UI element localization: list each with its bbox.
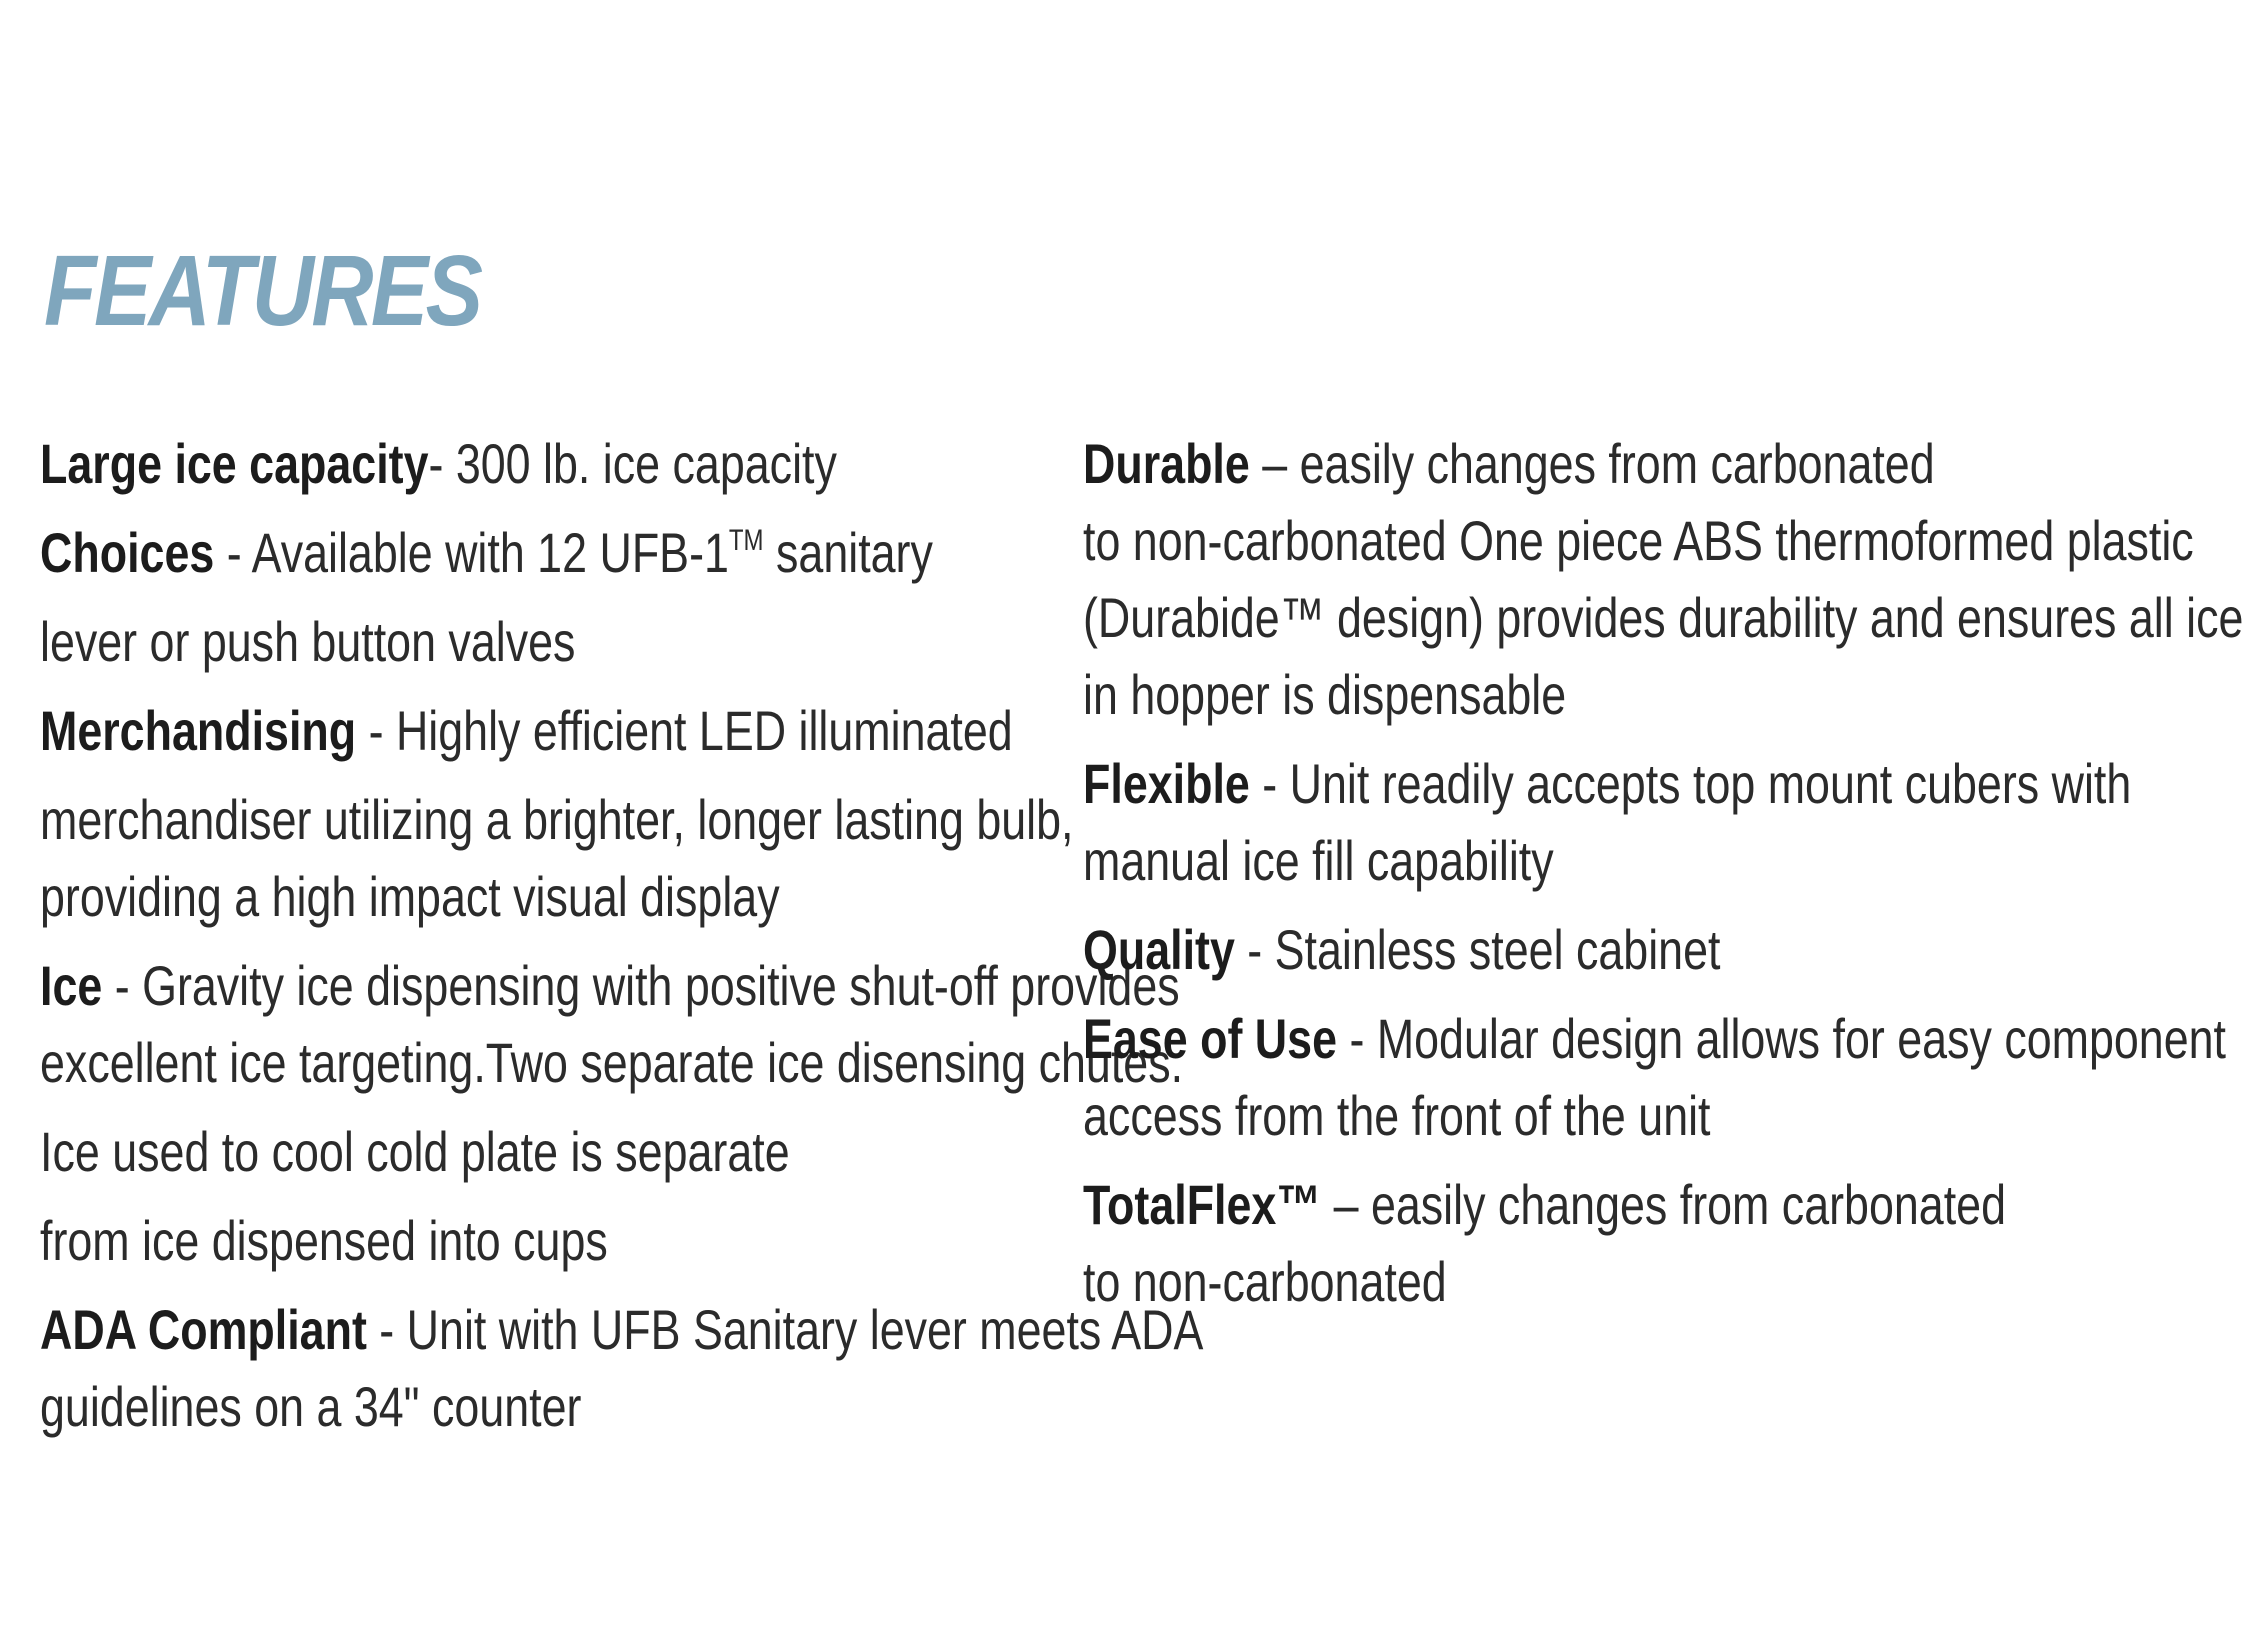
feature-description: - Unit with UFB Sanitary lever meets ADA	[366, 1298, 1204, 1361]
feature-item-ada-compliant	[40, 1291, 1204, 1445]
feature-description: access from the front of the unit	[1083, 1084, 1711, 1147]
feature-description: sanitary	[763, 521, 933, 584]
feature-line	[1083, 1166, 2267, 1243]
feature-line	[1083, 1077, 2267, 1154]
feature-term: Flexible	[1083, 752, 1250, 815]
feature-line	[40, 1291, 1204, 1368]
features-heading: FEATURES	[44, 235, 481, 347]
feature-line	[40, 1024, 1184, 1101]
feature-description: to non-carbonated	[1083, 1250, 1447, 1313]
features-right-column	[1083, 425, 2267, 1332]
feature-line	[40, 1368, 1088, 1445]
feature-line	[1083, 656, 2267, 733]
feature-item-durable	[1083, 425, 2267, 733]
feature-line	[40, 781, 1088, 858]
feature-item-large-ice-capacity	[40, 425, 1088, 502]
feature-description: merchandiser utilizing a brighter, longer lasting bulb,	[40, 788, 1074, 851]
feature-term: Quality	[1083, 918, 1235, 981]
feature-term: Large ice capacity	[40, 432, 429, 495]
feature-line	[40, 947, 1180, 1024]
feature-description: – easily changes from carbonated	[1321, 1173, 2006, 1236]
feature-item-ease-of-use	[1083, 1000, 2267, 1154]
feature-line	[40, 603, 1088, 680]
feature-description: Ice used to cool cold plate is separate	[40, 1120, 790, 1183]
feature-line	[40, 1113, 1088, 1190]
feature-line	[40, 858, 1088, 935]
feature-term: Merchandising	[40, 699, 357, 762]
feature-description: excellent ice targeting.Two separate ice disensing chutes.	[40, 1031, 1184, 1094]
feature-term: Choices	[40, 521, 215, 584]
feature-term: Ice	[40, 954, 103, 1017]
feature-line	[1083, 1000, 2267, 1077]
feature-line	[40, 425, 1088, 502]
feature-description: – easily changes from carbonated	[1249, 432, 1935, 495]
feature-line	[1083, 425, 2267, 502]
feature-line	[40, 514, 1088, 591]
feature-description: (Durabide™ design) provides durability and ensures all ice	[1083, 586, 2244, 649]
feature-description: - Stainless steel cabinet	[1234, 918, 1721, 981]
feature-description: from ice dispensed into cups	[40, 1209, 608, 1272]
feature-description: - Gravity ice dispensing with positive shut-off provides	[102, 954, 1180, 1017]
feature-description: - Modular design allows for easy component	[1337, 1007, 2226, 1070]
feature-item-quality	[1083, 911, 2267, 988]
feature-term: Ease of Use	[1083, 1007, 1337, 1070]
feature-item-totalflex	[1083, 1166, 2267, 1320]
trademark-mark: TM	[728, 524, 764, 558]
feature-line	[1083, 502, 2267, 579]
feature-description: lever or push button valves	[40, 610, 576, 673]
feature-description: manual ice fill capability	[1083, 829, 1554, 892]
feature-term: Durable	[1083, 432, 1250, 495]
feature-item-ice	[40, 947, 1184, 1279]
feature-description: guidelines on a 34" counter	[40, 1375, 582, 1438]
feature-description: in hopper is dispensable	[1083, 663, 1567, 726]
feature-line	[1083, 1243, 2267, 1320]
feature-description: - Available with 12 UFB-1	[214, 521, 729, 584]
feature-description: - 300 lb. ice capacity	[428, 432, 837, 495]
feature-line	[1083, 822, 2267, 899]
feature-line	[40, 1202, 1088, 1279]
feature-line	[1083, 911, 2267, 988]
feature-line	[1083, 745, 2267, 822]
feature-item-choices	[40, 514, 1088, 680]
feature-description: to non-carbonated One piece ABS thermoformed plastic	[1083, 509, 2194, 572]
feature-term: TotalFlex™	[1083, 1173, 1322, 1236]
feature-item-flexible	[1083, 745, 2267, 899]
feature-description: - Unit readily accepts top mount cubers with	[1249, 752, 2132, 815]
feature-item-merchandising	[40, 692, 1088, 935]
feature-description: - Highly efficient LED illuminated	[356, 699, 1013, 762]
feature-line	[1083, 579, 2267, 656]
feature-description: providing a high impact visual display	[40, 865, 780, 928]
feature-line	[40, 692, 1088, 769]
feature-term: ADA Compliant	[40, 1298, 367, 1361]
